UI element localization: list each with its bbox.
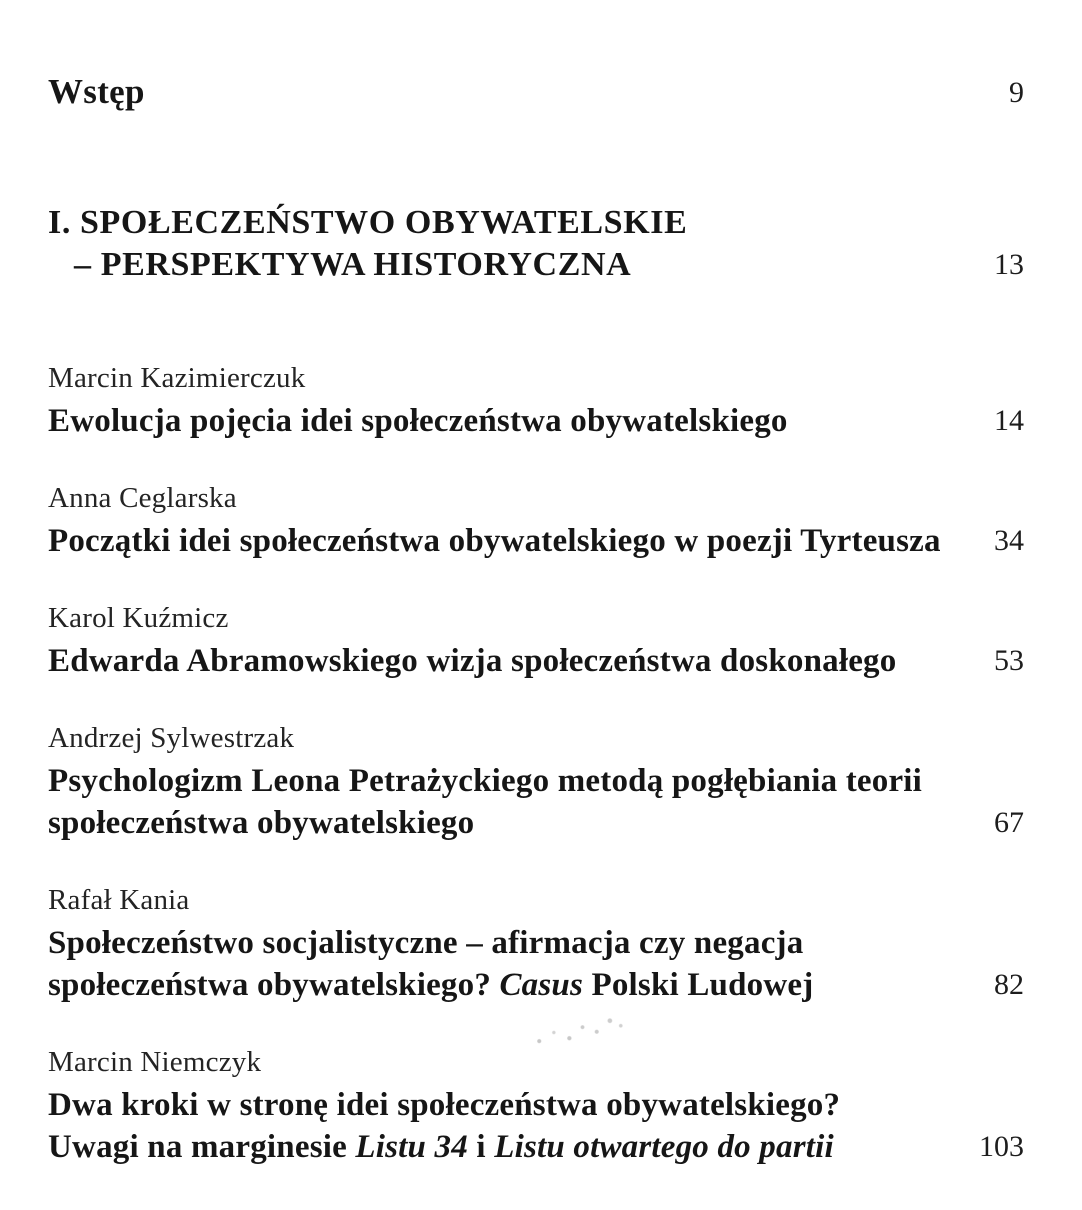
entry-title-line	[48, 520, 941, 562]
section-heading-row	[48, 202, 1024, 286]
entry-author: Marcin Kazimierczuk	[48, 362, 306, 394]
entry-title-segment: Początki idei społeczeństwa obywatelskiego w poezji Tyrteusza	[48, 523, 941, 559]
entry-author: Marcin Niemczyk	[48, 1046, 262, 1078]
entry-page-number: 14	[994, 404, 1024, 437]
toc-entry	[48, 878, 1024, 1006]
entry-title-segment: społeczeństwa obywatelskiego	[48, 805, 475, 841]
entry-title-segment: Psychologizm Leona Petrażyckiego metodą pogłębiania teorii	[48, 763, 923, 799]
entry-page-number: 34	[994, 524, 1024, 557]
front-matter-label: Wstęp	[48, 72, 145, 111]
entry-title-segment: Dwa kroki w stronę idei społeczeństwa obywatelskiego?	[48, 1087, 841, 1123]
entry-title-italic-segment: Listu 34	[355, 1129, 468, 1165]
entry-page-number: 103	[979, 1130, 1024, 1163]
section-heading-line1: I. SPOŁECZEŃSTWO OBYWATELSKIE	[48, 204, 688, 241]
entry-title-line	[48, 760, 922, 802]
entry-title-line	[48, 1084, 840, 1126]
section-heading	[48, 202, 687, 286]
entry-title-segment: Społeczeństwo socjalistyczne – afirmacja czy negacja	[48, 925, 804, 961]
entry-title-italic-segment: Listu otwartego do partii	[494, 1129, 834, 1165]
section-page-number: 13	[994, 248, 1024, 281]
entry-title-line	[48, 400, 788, 442]
toc-entries	[48, 356, 1024, 1168]
toc-entry	[48, 716, 1024, 844]
toc-entry	[48, 476, 1024, 562]
entry-title-segment: Polski Ludowej	[583, 967, 814, 1003]
entry-title-segment: Uwagi na marginesie	[48, 1129, 356, 1165]
entry-author: Karol Kuźmicz	[48, 602, 229, 634]
entry-page-number: 67	[994, 806, 1024, 839]
toc-entry	[48, 596, 1024, 682]
front-matter-row	[48, 70, 1024, 114]
entry-title-segment: Ewolucja pojęcia idei społeczeństwa obywatelskiego	[48, 403, 788, 439]
entry-author: Anna Ceglarska	[48, 482, 237, 514]
entry-author: Rafał Kania	[48, 884, 190, 916]
entry-title-line	[48, 640, 896, 682]
entry-title-segment: Edwarda Abramowskiego wizja społeczeństwa doskonałego	[48, 643, 897, 679]
entry-title-italic-segment: Casus	[499, 967, 584, 1003]
entry-title-segment: i	[467, 1129, 495, 1165]
entry-title-segment: społeczeństwa obywatelskiego?	[48, 967, 500, 1003]
section-heading-line2: – PERSPEKTYWA HISTORYCZNA	[74, 246, 632, 283]
entry-page-number: 82	[994, 968, 1024, 1001]
entry-title-line	[48, 802, 922, 844]
entry-title-line	[48, 1126, 840, 1168]
entry-page-number: 53	[994, 644, 1024, 677]
entry-title-line	[48, 964, 813, 1006]
toc-entry	[48, 356, 1024, 442]
entry-author: Andrzej Sylwestrzak	[48, 722, 295, 754]
front-matter-page-number: 9	[1009, 76, 1024, 109]
entry-title-line	[48, 922, 813, 964]
toc-entry	[48, 1040, 1024, 1168]
